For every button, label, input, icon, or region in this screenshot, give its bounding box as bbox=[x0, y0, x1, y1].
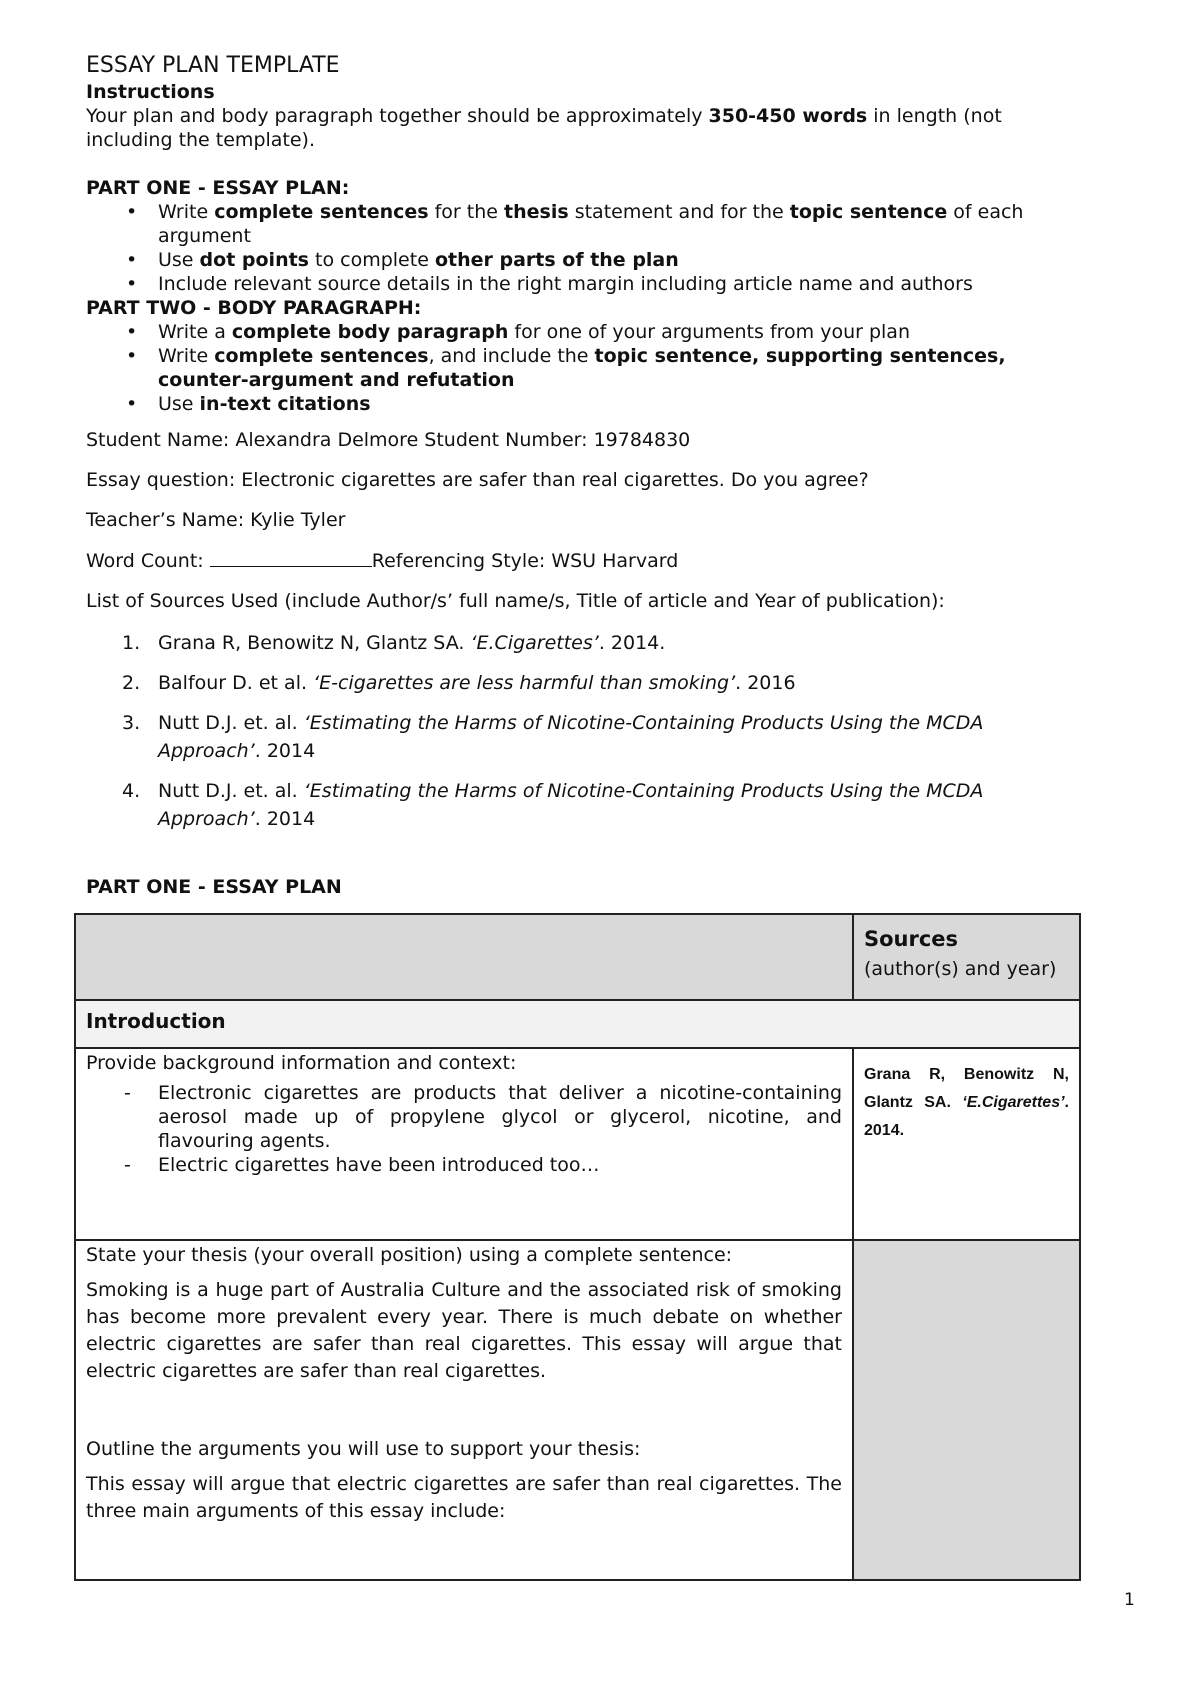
document-title: ESSAY PLAN TEMPLATE bbox=[86, 53, 340, 78]
part-one-heading: PART ONE - ESSAY PLAN: bbox=[86, 177, 350, 199]
list-item: 2. Balfour D. et al. ‘E-cigarettes are less harmful than smoking’. 2016 bbox=[122, 672, 796, 694]
word-count-blank bbox=[210, 548, 372, 567]
sources-subheader: (author(s) and year) bbox=[864, 958, 1057, 980]
background-cell bbox=[75, 1048, 853, 1240]
thesis-text: Smoking is a huge part of Australia Culture and the associated risk of smoking has become more prevalent every year. There is much debate on whether electric cigarettes are safer than real cigarettes. This essay will argue that electric cigarettes are safer than real cigarettes. bbox=[86, 1279, 842, 1382]
list-item: 4. Nutt D.J. et. al. ‘Estimating the Harms of Nicotine-Containing Products Using the MCDA Approach’. 2014 bbox=[122, 780, 984, 830]
list-item: 1. Grana R, Benowitz N, Glantz SA. ‘E.Cigarettes’. 2014. bbox=[122, 632, 666, 654]
list-item: • Write complete sentences for the thesis statement and for the topic sentence of each argument bbox=[158, 200, 1086, 248]
list-item: • Use dot points to complete other parts of the plan bbox=[158, 248, 1086, 272]
outline-text: This essay will argue that electric cigarettes are safer than real cigarettes. The three main arguments of this essay include: bbox=[86, 1473, 842, 1522]
sources-header-cell bbox=[853, 914, 1080, 1000]
list-item: • Write complete sentences, and include the topic sentence, supporting sentences, counter-argument and refutation bbox=[158, 344, 1086, 392]
outline-prompt: Outline the arguments you will use to support your thesis: bbox=[86, 1438, 641, 1460]
teacher-name: Teacher’s Name: Kylie Tyler bbox=[86, 509, 346, 531]
list-item: • Use in-text citations bbox=[158, 392, 1086, 416]
background-list bbox=[86, 1081, 842, 1177]
sources-list bbox=[86, 629, 1086, 833]
list-item: • Write a complete body paragraph for one of your arguments from your plan bbox=[158, 320, 1086, 344]
header-blank-cell bbox=[75, 914, 853, 1000]
word-count-line: Word Count: Referencing Style: WSU Harvard bbox=[86, 550, 679, 572]
list-item: 3. Nutt D.J. et. al. ‘Estimating the Harms of Nicotine-Containing Products Using the MCDA Approach’. 2014 bbox=[122, 712, 984, 762]
list-item: - Electronic cigarettes are products that deliver a nicotine-containing aerosol made up of propylene glycol or glycerol, nicotine, and flavouring agents. bbox=[158, 1081, 842, 1153]
page-number: 1 bbox=[1124, 1590, 1135, 1610]
part-two-list bbox=[86, 320, 1086, 416]
essay-plan-table bbox=[74, 913, 1081, 1581]
thesis-prompt: State your thesis (your overall position) using a complete sentence: bbox=[86, 1244, 733, 1266]
student-line: Student Name: Alexandra Delmore Student Number: 19784830 bbox=[86, 429, 691, 451]
introduction-heading: Introduction bbox=[86, 1009, 226, 1033]
sources-label: List of Sources Used (include Author/s’ full name/s, Title of article and Year of publication): bbox=[86, 590, 945, 612]
introduction-row bbox=[75, 1000, 1080, 1048]
citation-cell bbox=[853, 1048, 1080, 1240]
essay-question: Essay question: Electronic cigarettes are safer than real cigarettes. Do you agree? bbox=[86, 469, 869, 491]
instructions-heading: Instructions bbox=[86, 81, 215, 103]
sources-header: Sources bbox=[864, 927, 959, 951]
list-item: • Include relevant source details in the right margin including article name and authors bbox=[158, 272, 1086, 296]
list-item: - Electric cigarettes have been introduced too… bbox=[158, 1153, 842, 1177]
part-one-list bbox=[86, 200, 1086, 296]
document-page bbox=[86, 52, 1086, 1581]
thesis-sources-cell bbox=[853, 1240, 1080, 1580]
instructions-text: Your plan and body paragraph together should be approximately 350-450 words in length (not including the template). bbox=[86, 105, 1002, 151]
thesis-cell bbox=[75, 1240, 853, 1580]
plan-heading: PART ONE - ESSAY PLAN bbox=[86, 876, 342, 898]
background-prompt: Provide background information and context: bbox=[86, 1052, 517, 1074]
part-two-heading: PART TWO - BODY PARAGRAPH: bbox=[86, 297, 422, 319]
citation-text: Grana R, Benowitz N, Glantz SA. ‘E.Cigarettes’. 2014. bbox=[864, 1066, 1069, 1139]
